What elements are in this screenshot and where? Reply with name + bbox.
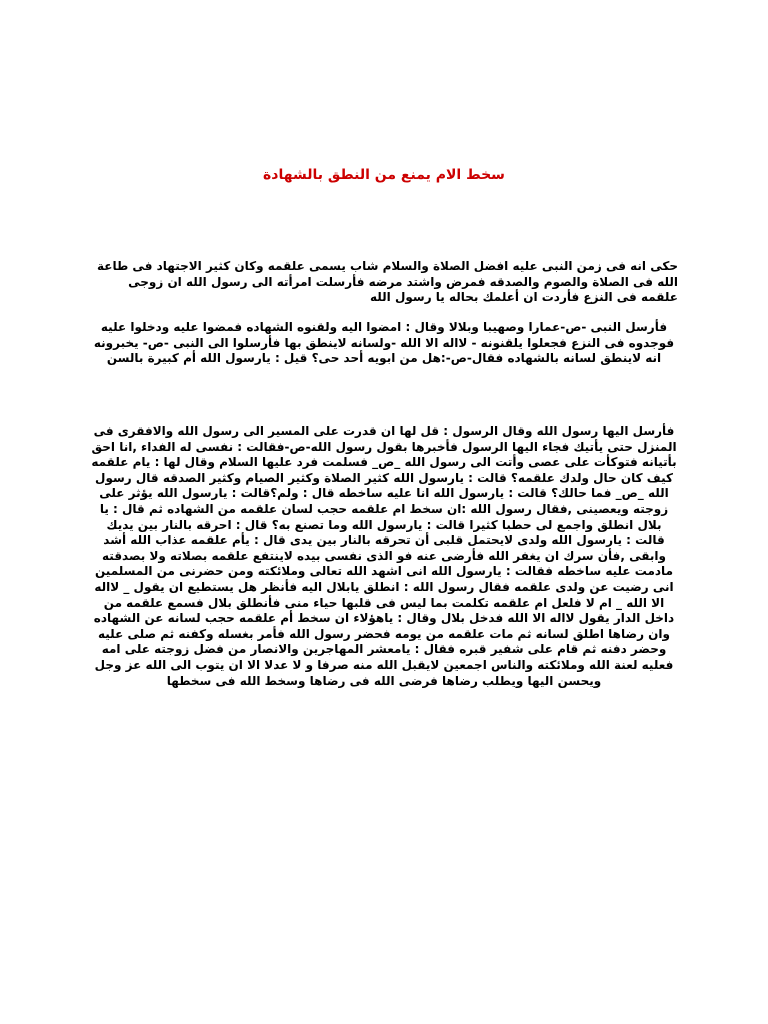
page-title: سخط الام يمنع من النطق بالشهادة — [263, 167, 505, 183]
intro-text: حكى انه فى زمن النبى عليه افضل الصلاة والسلام شاب يسمى علقمه وكان كثير الاجتهاد فى طاعة الله فى الصلاة والصوم والصدقه فمرض واشتد مرضه فأرسلت امرأته الى رسول الله ان زوجى علقمه فى النزع فأردت ان أعلمك بحاله يا رسول الله — [96, 259, 678, 305]
intro-paragraph — [90, 259, 678, 306]
text-line: قال : احرقه بالنار بين يديك — [106, 517, 268, 532]
text-line: فمضوا عليه ودخلوا عليه فوجدوه فى النزع فجعلوا يلقنونه - لااله الا الله -ولسانه لاينطق بها — [100, 320, 675, 350]
text-line: قالت : يارسول الله كثير الصلاة وكثير الصيام وكثير الصدقه — [162, 470, 507, 485]
text-line: قالت : يارسول الله انا عليه ساخطه — [338, 486, 547, 501]
text-line: قال : يأم علقمه عذاب الله أشد وابقى ,فأن سرك ان يغفر الله فأرضى عنه — [103, 533, 666, 563]
text-line: فأرسل النبى -ص-عمارا وصهيبا وبلالا وقال : امضوا اليه ولقنوه الشهاده — [246, 320, 668, 334]
text-line: وسخط الله فى سخطها — [166, 673, 306, 688]
text-line: قال رسول الله _ص_ فما حالك؟ — [95, 470, 669, 501]
text-line: لايقبل الله منه صرفا و لا عدلا الا ان يتوب الى الله عز وجل ويحسن اليها ويطلب رضاها فرضى الله فى رضاها — [94, 657, 602, 688]
text-line: فقال-ص-:هل من ابويه أحد حى؟ — [311, 351, 504, 366]
text-line: قالت : يارسول الله ولدى لايحتمل قلبى أن تحرقه بالنار بين يدى — [289, 533, 665, 548]
text-line: قالت : يارسول الله وما تصنع به؟ — [271, 517, 466, 532]
text-line: قيل : يارسول الله أم كبيرة بالسن — [106, 351, 308, 366]
text-line: فو الذى نفسى بيده لاينتفع علقمه بصلاته ولا بصدقته مادمت عليه ساخطه — [102, 548, 673, 579]
text-line: فقالت : يارسول الله انى اشهد الله تعالى وملائكته ومن حضرنى من المسلمين انى رضيت عن ولدى علقمه — [95, 564, 674, 594]
text-line: قال : ولم؟قالت : يارسول الله يؤثر على زوجته ويعصينى ,فقال رسول الله :ان سخط ام علقمه حجب لسان علقمه من الشهاده — [99, 486, 669, 516]
text-line: فدخل بلال وقال : ياهؤلاء ان سخط أم علقمه حجب لسانه عن الشهاده وان رضاها اطلق لسانه — [93, 611, 670, 641]
text-line: ثم مات علقمه من يومه فحضر رسول الله فأمر بغسله وكفنه ثم صلى عليه وحضر دفنه — [98, 626, 667, 657]
section-prophet-sends-companions — [90, 320, 678, 367]
text-line: فأرسلوا الى النبى -ص- يخبرونه انه لاينطق لسانه بالشهاده — [93, 335, 662, 366]
text-line: فتوكأت على عصى وأتت الى رسول الله _ص_ فسلمت فرد عليها السلام وقال لها : يام علقمه كيف كان حال ولدك علقمه؟ — [91, 455, 673, 485]
text-line: فجاء اليها الرسول فأخبرها بقول رسول الله-ص-فقالت : نفسى له الفداء ,انا احق بأتيانه — [91, 439, 677, 470]
text-line: ثم قام على شفير قبره فقال : يامعشر المهاجرين والانصار من فضل زوجته على امه فعليه لعنة الله وملائكته والناس اجمعين — [101, 642, 674, 672]
text-line: فأرسل اليها رسول الله وقال الرسول : قل لها ان قدرت على المسير الى رسول الله والافقرى فى المنزل حتى يأتيك — [93, 424, 677, 454]
text-line: ثم قال : يا بلال انطلق واجمع لى حطبا كثيرا — [99, 501, 662, 532]
text-line: فقال رسول الله : انطلق يابلال اليه فأنظر هل يستطيع ان يقول _ لااله الا الله _ ام لا فلعل ام علقمه تكلمت بما ليس فى قلبها حياء منى — [94, 579, 665, 610]
section-mother-dialogue — [90, 424, 678, 689]
text-line: فأنطلق بلال فسمع علقمه من داخل الدار يقول لااله الا الله — [103, 595, 675, 626]
